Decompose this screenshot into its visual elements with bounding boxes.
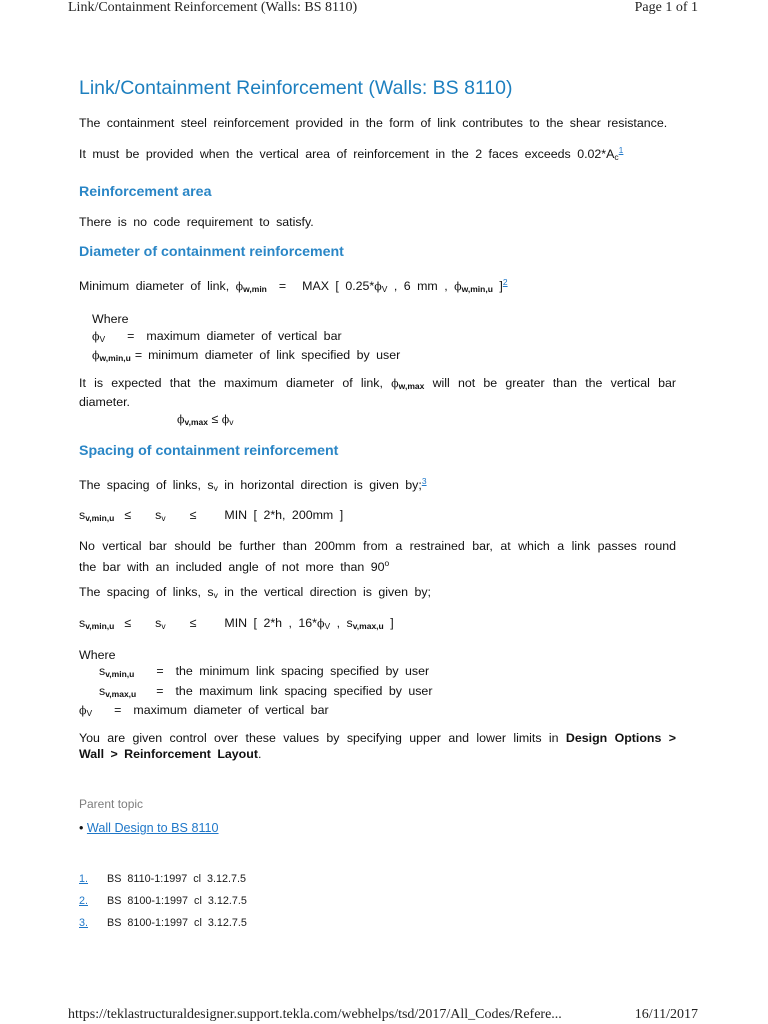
page-title: Link/Containment Reinforcement (Walls: BS 8110) [79,77,513,99]
footnote-backlink[interactable]: 3. [79,916,89,929]
footnote-item [79,873,676,885]
min-diameter-formula: Minimum diameter of link, $\phi_{w,min}$ = MAX [ $0.25*\phi_V$ , 6 mm , $\phi_{w,min,u}$ ]$^2$ [79,276,508,294]
where-item-sv-max: $s_{v,max,u}$ = the maximum link spacing specified by user [99,683,433,699]
max-diameter-note: It is expected that the maximum diameter of link, $\phi_{w,max}$ will not be greater than the vertical bar diameter. [79,375,676,410]
parent-topic-link[interactable]: Wall Design to BS 8110 [86,821,219,835]
where-item-phi-v-2: $\phi_V$ = maximum diameter of vertical bar [79,703,329,718]
footer-url: https://teklastructuraldesigner.support.tekla.com/webhelps/tsd/2017/All_Codes/Refere... [68,1007,562,1022]
max-diameter-inequality: $\phi_{v,max} \le \phi_v$ [177,411,234,427]
footnote-text: BS 8100-1:1997 cl 3.12.7.5 [107,894,247,907]
footnote-text: BS 8100-1:1997 cl 3.12.7.5 [107,916,247,929]
design-options-note: You are given control over these values by specifying upper and lower limits in Design Options > Wall > Reinforcement Layout. [79,730,676,761]
footnote-ref-2[interactable]: 2 [502,276,508,287]
vertical-spacing-formula: $s_{v,min,u} \le s_v$ ≤ MIN [ 2*h , $16*\phi_V$ , $s_{v,max,u}$ ] [79,616,394,631]
spacing-where-label: Where [79,647,116,662]
print-footer [68,1006,698,1024]
where-item-phi-wminu: $\phi_{w,min,u}$ = minimum diameter of link specified by user [92,348,401,364]
intro-requirement: It must be provided when the vertical area of reinforcement in the 2 faces exceeds $0.02*A_c^1$ [79,144,624,162]
header-title: Link/Containment Reinforcement (Walls: BS 8110) [68,0,358,15]
where-item-sv-min: $s_{v,min,u}$ = the minimum link spacing specified by user [99,664,430,679]
footnote-backlink[interactable]: 1. [79,872,89,885]
footnote-item [79,917,676,929]
horizontal-spacing-formula: $s_{v,min,u} \le s_v$ ≤ MIN [ 2*h, 200mm ] [79,507,344,523]
document-body [79,76,676,939]
parent-topic-item: • Wall Design to BS 8110 [79,821,219,835]
reinforcement-area-text: There is no code requirement to satisfy. [79,215,314,230]
horizontal-spacing-text: The spacing of links, $s_v$ in horizontal direction is given by;$^3$ [79,476,427,494]
where-label: Where [92,312,129,327]
section-heading-diameter: Diameter of containment reinforcement [79,243,344,260]
section-heading-reinforcement-area: Reinforcement area [79,184,212,201]
vertical-spacing-text: The spacing of links, $s_v$ in the vertical direction is given by; [79,584,432,600]
footnote-item [79,895,676,907]
header-page-number: Page 1 of 1 [634,0,698,15]
where-item-phi-v: $\phi_V$ = maximum diameter of vertical bar [92,328,342,344]
footer-date: 16/11/2017 [634,1007,698,1022]
intro-paragraph: The containment steel reinforcement provided in the form of link contributes to the shear resistance. [79,116,668,130]
footnote-ref-1[interactable]: 1 [618,144,624,155]
section-heading-spacing: Spacing of containment reinforcement [79,443,339,460]
footnotes [79,873,676,929]
parent-topic-label: Parent topic [79,796,144,811]
print-header [68,0,698,18]
footnote-backlink[interactable]: 2. [79,894,89,907]
vertical-bar-note: No vertical bar should be further than 200mm from a restrained bar, at which a link passes round the bar with an included angle of not more than 90$^o$ [79,539,676,574]
phi-symbol: ϕ [235,279,244,293]
footnote-ref-3[interactable]: 3 [421,476,427,487]
footnote-text: BS 8110-1:1997 cl 3.12.7.5 [107,872,247,885]
